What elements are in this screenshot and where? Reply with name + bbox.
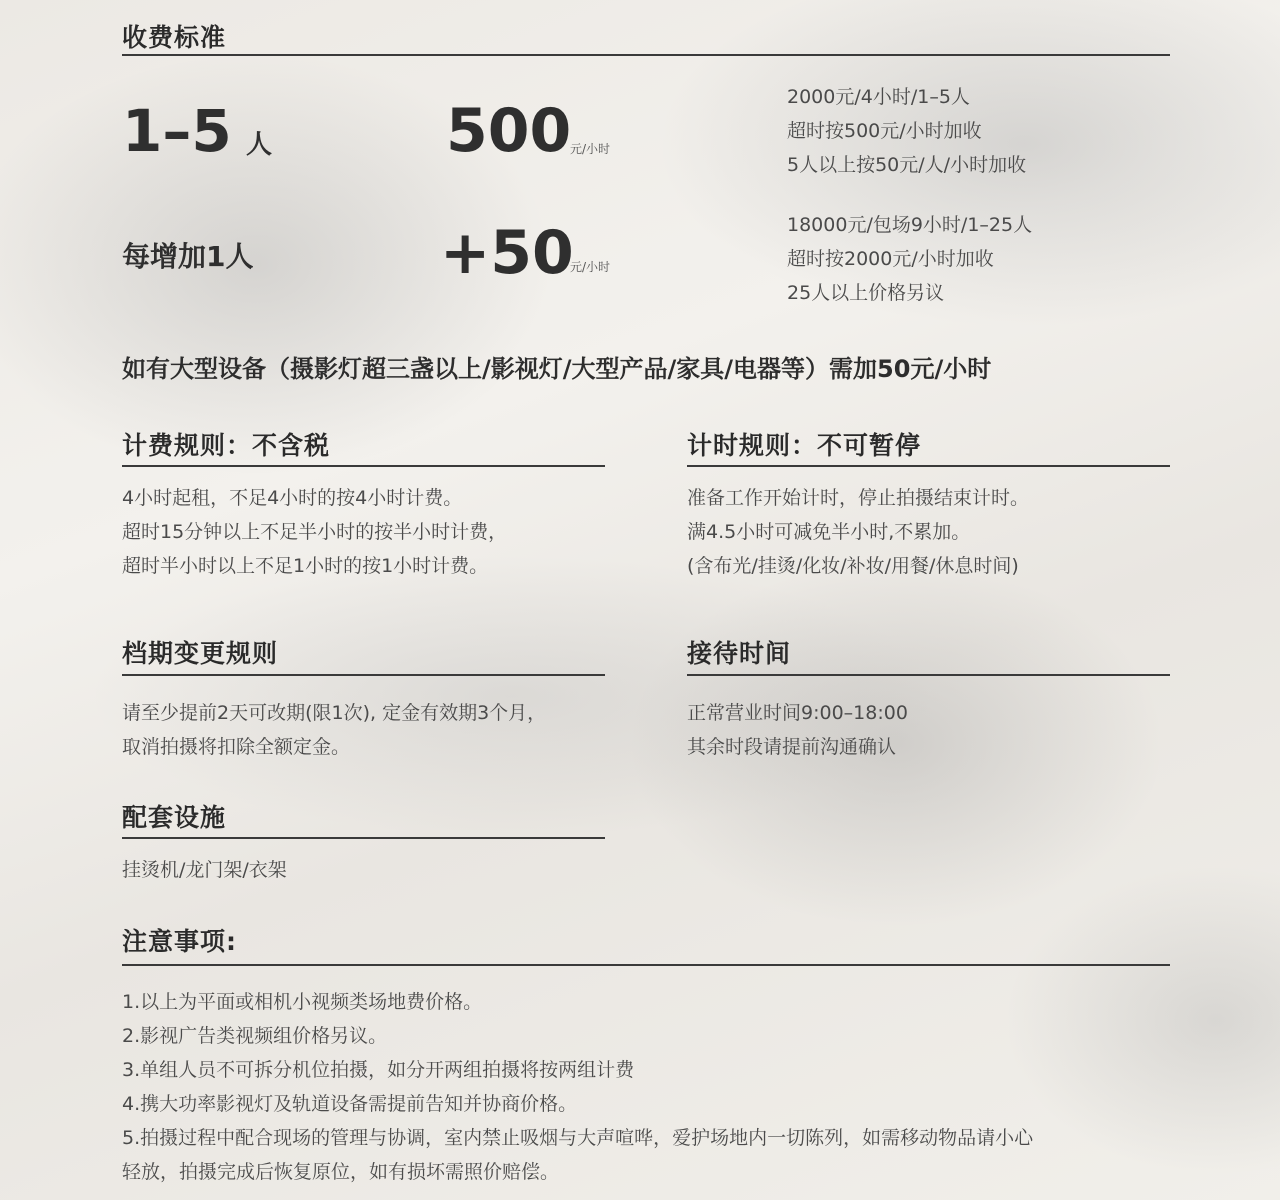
billing-rules-divider	[122, 465, 605, 467]
schedule-change-line: 取消拍摄将扣除全额定金。	[122, 736, 351, 758]
billing-rules-text	[122, 481, 507, 583]
facilities-divider	[122, 837, 605, 839]
billing-rules-title: 计费规则：不含税	[122, 431, 331, 460]
notes-title: 注意事项:	[122, 927, 237, 956]
notes-item: 2.影视广告类视频组价格另议。	[122, 1025, 388, 1047]
row1-note: 超时按500元/小时加收	[787, 120, 982, 142]
billing-rule-line: 超时半小时以上不足1小时的按1小时计费。	[122, 555, 489, 577]
row1-note: 5人以上按50元/人/小时加收	[787, 154, 1027, 176]
timing-rule-line: 满4.5小时可减免半小时,不累加。	[687, 521, 971, 543]
equipment-surcharge-note: 如有大型设备（摄影灯超三盏以上/影视灯/大型产品/家具/电器等）需加50元/小时	[122, 355, 992, 383]
timing-rules-title: 计时规则：不可暂停	[687, 431, 922, 460]
row1-note: 2000元/4小时/1–5人	[787, 86, 970, 108]
facilities-title: 配套设施	[122, 803, 227, 832]
row2-note: 25人以上价格另议	[787, 282, 945, 304]
facilities-line: 挂烫机/龙门架/衣架	[122, 859, 287, 881]
billing-rule-line: 超时15分钟以上不足半小时的按半小时计费，	[122, 521, 508, 543]
billing-rule-line: 4小时起租，不足4小时的按4小时计费。	[122, 487, 463, 509]
row2-label: 每增加1人	[122, 240, 254, 273]
reception-title: 接待时间	[687, 639, 792, 668]
reception-text	[687, 696, 908, 764]
notes-item: 轻放，拍摄完成后恢复原位，如有损坏需照价赔偿。	[122, 1161, 560, 1183]
row1-price-unit: 元/小时	[570, 142, 611, 156]
row1-people-unit: 人	[246, 130, 273, 160]
schedule-change-title: 档期变更规则	[122, 639, 279, 668]
timing-rule-line: 准备工作开始计时，停止拍摄结束计时。	[687, 487, 1030, 509]
notes-item: 3.单组人员不可拆分机位拍摄，如分开两组拍摄将按两组计费	[122, 1059, 635, 1081]
row1-people-range: 1–5	[122, 97, 232, 165]
reception-line: 正常营业时间9:00–18:00	[687, 702, 908, 724]
reception-divider	[687, 674, 1170, 676]
row2-note: 18000元/包场9小时/1–25人	[787, 214, 1033, 236]
notes-item: 1.以上为平面或相机小视频类场地费价格。	[122, 991, 483, 1013]
pricing-title: 收费标准	[122, 23, 227, 52]
row2-note: 超时按2000元/小时加收	[787, 248, 994, 270]
notes-list	[122, 985, 1182, 1189]
row1-price: 500	[446, 96, 572, 166]
timing-rules-text	[687, 481, 1029, 583]
reception-line: 其余时段请提前沟通确认	[687, 736, 897, 758]
notes-item: 5.拍摄过程中配合现场的管理与协调，室内禁止吸烟与大声喧哗，爱护场地内一切陈列，如需移动物品请小心	[122, 1127, 1034, 1149]
row1-notes	[787, 80, 1026, 182]
schedule-change-divider	[122, 674, 605, 676]
row2-price: +50	[440, 218, 574, 288]
timing-rule-line: (含布光/挂烫/化妆/补妆/用餐/休息时间)	[687, 555, 1019, 577]
schedule-change-text	[122, 696, 546, 764]
schedule-change-line: 请至少提前2天可改期(限1次), 定金有效期3个月，	[122, 702, 547, 724]
timing-rules-divider	[687, 465, 1170, 467]
facilities-text	[122, 853, 287, 887]
notes-divider	[122, 964, 1170, 966]
row2-price-unit: 元/小时	[570, 260, 611, 274]
pricing-divider	[122, 54, 1170, 56]
notes-item: 4.携大功率影视灯及轨道设备需提前告知并协商价格。	[122, 1093, 578, 1115]
row2-notes	[787, 208, 1032, 310]
